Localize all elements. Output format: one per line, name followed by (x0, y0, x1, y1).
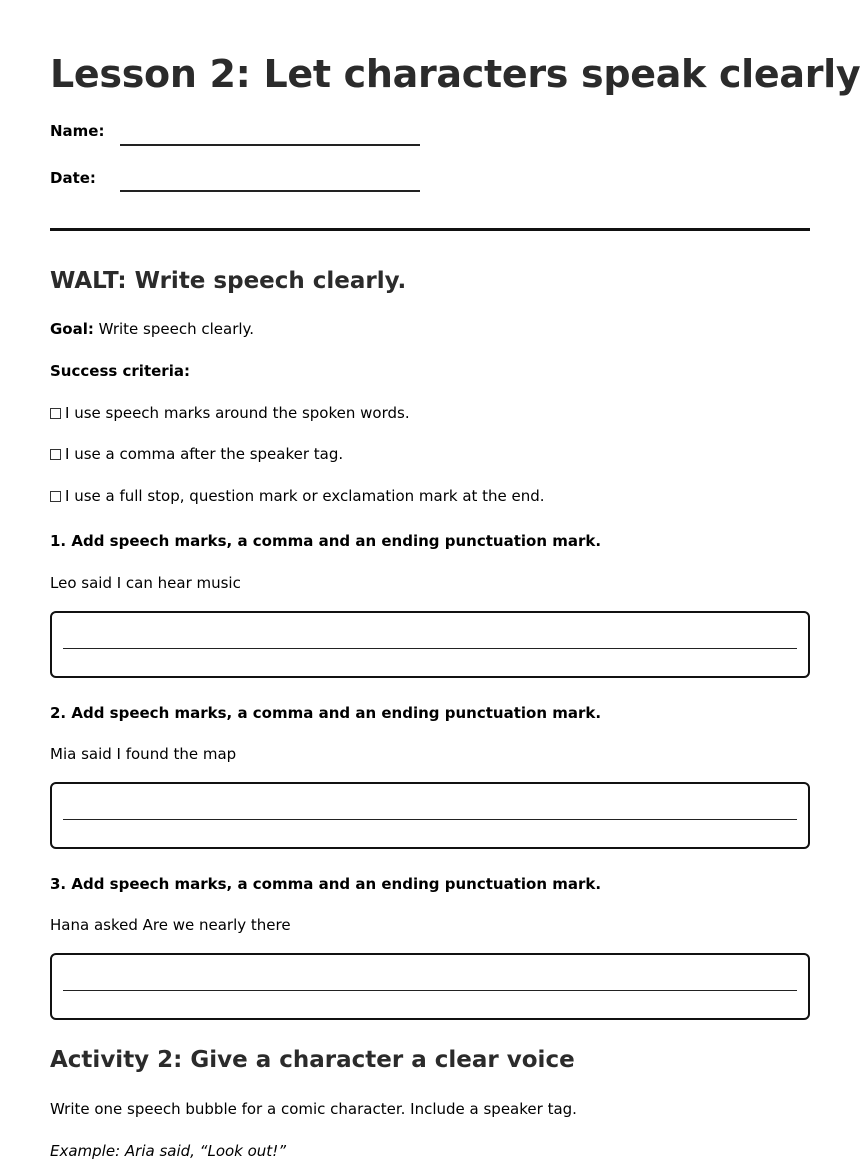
name-label: Name: (50, 122, 105, 140)
goal-text: Write speech clearly. (98, 320, 255, 338)
date-label: Date: (50, 169, 96, 187)
checkbox-icon[interactable] (50, 449, 61, 460)
name-input-line[interactable] (120, 144, 420, 146)
activity-heading: Activity 2: Give a character a clear voice (50, 1047, 575, 1073)
question-prompt: 1. Add speech marks, a comma and an ending punctuation mark. (50, 532, 602, 550)
criterion-item (50, 404, 410, 422)
criterion-text: I use a comma after the speaker tag. (65, 445, 344, 463)
goal-line (50, 320, 254, 338)
criterion-item (50, 487, 545, 505)
question-sentence: Mia said I found the map (50, 745, 237, 763)
header-divider (50, 228, 810, 231)
writing-line (63, 648, 797, 649)
goal-label: Goal: (50, 320, 94, 338)
writing-line (63, 990, 797, 991)
page-title: Lesson 2: Let characters speak clearly (50, 52, 860, 96)
question-sentence: Hana asked Are we nearly there (50, 916, 291, 934)
question-sentence: Leo said I can hear music (50, 574, 241, 592)
checkbox-icon[interactable] (50, 491, 61, 502)
date-field (50, 169, 96, 187)
success-criteria-label: Success criteria: (50, 362, 190, 380)
question-prompt: 3. Add speech marks, a comma and an ending punctuation mark. (50, 875, 602, 893)
date-input-line[interactable] (120, 190, 420, 192)
checkbox-icon[interactable] (50, 408, 61, 419)
criterion-text: I use speech marks around the spoken words. (65, 404, 410, 422)
answer-box[interactable] (50, 611, 810, 678)
activity-instruction: Write one speech bubble for a comic character. Include a speaker tag. (50, 1100, 577, 1118)
criterion-text: I use a full stop, question mark or exclamation mark at the end. (65, 487, 545, 505)
criterion-item (50, 445, 343, 463)
activity-example: Example: Aria said, “Look out!” (50, 1142, 286, 1160)
answer-box[interactable] (50, 782, 810, 849)
question-prompt: 2. Add speech marks, a comma and an ending punctuation mark. (50, 704, 602, 722)
answer-box[interactable] (50, 953, 810, 1020)
walt-heading: WALT: Write speech clearly. (50, 268, 407, 294)
name-field (50, 122, 104, 140)
writing-line (63, 819, 797, 820)
